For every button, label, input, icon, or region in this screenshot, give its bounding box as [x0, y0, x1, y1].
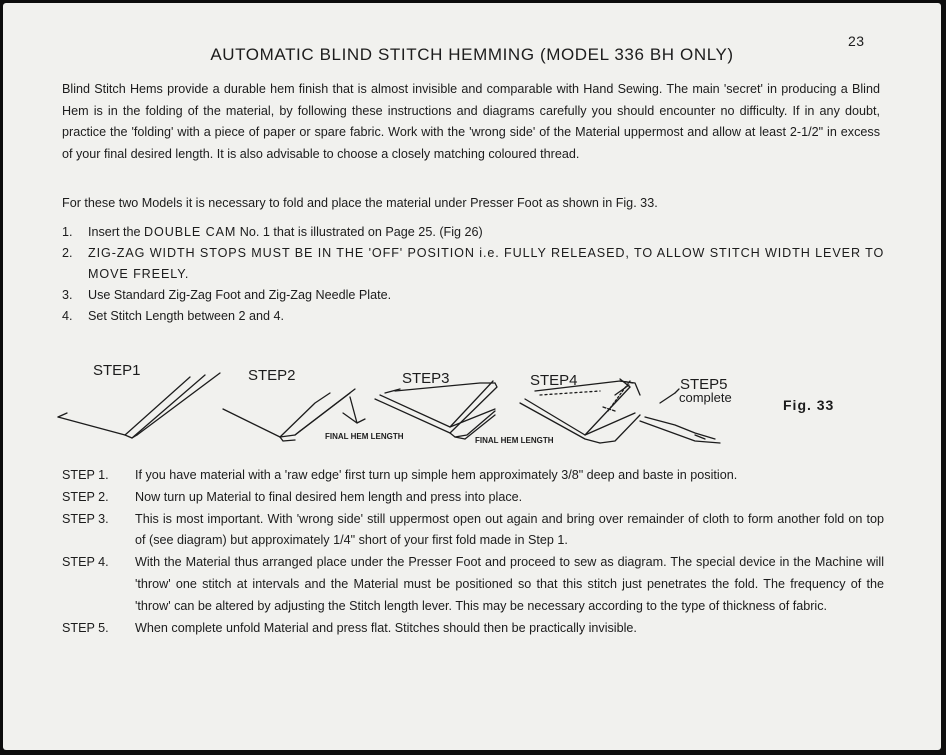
- instruction-number: 3.: [62, 288, 73, 302]
- instruction-caps: ZIG-ZAG WIDTH STOPS MUST BE IN THE 'OFF' POSITION i.e. FULLY RELEASED, TO ALLOW STITCH WIDTH LEVER TO MOVE FREELY.: [88, 246, 885, 281]
- step5-sub-label: complete: [679, 390, 732, 405]
- step-descriptions: [62, 465, 884, 639]
- step-label: STEP 1.: [62, 468, 109, 482]
- step-label: STEP 5.: [62, 620, 109, 635]
- instruction-number: 2.: [62, 246, 73, 260]
- step-description: [62, 552, 884, 617]
- step-text: When complete unfold Material and press flat. Stitches should then be practically invisible.: [135, 620, 637, 635]
- step3-label: STEP3: [402, 370, 450, 387]
- step-text: This is most important. With 'wrong side' still uppermost open out again and bring over remainder of cloth to form another fold on top of (see diagram) but approximately 1/4" short of your first fold made in Step 1.: [135, 511, 884, 548]
- step-label: STEP 4.: [62, 555, 109, 570]
- instruction-number: 4.: [62, 309, 73, 323]
- manual-page: [3, 3, 941, 750]
- instruction-item: [62, 306, 892, 327]
- instruction-item: [62, 243, 892, 285]
- instruction-number: 1.: [62, 225, 73, 239]
- step-description: [62, 618, 884, 640]
- step-description: [62, 465, 884, 487]
- step1-label: STEP1: [93, 362, 141, 379]
- step-label: STEP 3.: [62, 511, 109, 526]
- instruction-item: [62, 222, 892, 243]
- step-description: [62, 509, 884, 553]
- intro-paragraph: Blind Stitch Hems provide a durable hem finish that is almost invisible and comparable with Hand Sewing. The main 'secret' in producing a Blind Hem is in the folding of the material, by following these instructions and diagrams carefully you should encounter no difficulty. If in any doubt, practice the 'folding' with a piece of paper or spare fabric. Work with the 'wrong side' of the Material uppermost and allow at least 2-1/2" in excess of your final desired length. It is also advisable to choose a closely matching coloured thread.: [62, 82, 880, 161]
- step-label: STEP 2.: [62, 489, 109, 504]
- instruction-text: Set Stitch Length between 2 and 4.: [88, 309, 285, 323]
- instruction-item: [62, 285, 892, 306]
- page-number: 23: [848, 33, 865, 49]
- instruction-list: [62, 222, 892, 327]
- instruction-text: Use Standard Zig-Zag Foot and Zig-Zag Needle Plate.: [88, 288, 392, 302]
- step-text: With the Material thus arranged place under the Presser Foot and proceed to sew as diagram. The special device in the Machine will 'throw' one stitch at intervals and the Material must be positioned so that this stitch just penetrates the fold. The frequency of the 'throw' can be altered by adjusting the Stitch length lever. This may be necessary according to the type of thickness of fabric.: [135, 555, 884, 613]
- step-text: If you have material with a 'raw edge' first turn up simple hem approximately 3/8" deep and baste in position.: [135, 468, 738, 482]
- final-hem-length-label: FINAL HEM LENGTH: [325, 432, 404, 441]
- final-hem-length-label: FINAL HEM LENGTH: [475, 436, 554, 445]
- instruction-text-end: No. 1 that is illustrated on Page 25. (Fig 26): [236, 225, 483, 239]
- step5-label: STEP5: [680, 376, 728, 393]
- models-paragraph: For these two Models it is necessary to fold and place the material under Presser Foot as shown in Fig. 33.: [62, 196, 658, 210]
- step-description: [62, 487, 884, 509]
- step1-fold-drawing: [58, 373, 220, 438]
- fold-diagram: [55, 355, 875, 460]
- step3-fold-drawing: [375, 381, 497, 439]
- step2-label: STEP2: [248, 367, 296, 384]
- step-text: Now turn up Material to final desired hem length and press into place.: [135, 489, 523, 504]
- fold-diagram-svg: [55, 355, 875, 460]
- figure-label: Fig. 33: [783, 397, 835, 413]
- step4-label: STEP4: [530, 372, 578, 389]
- instruction-text: Insert the: [88, 225, 145, 239]
- page-title: AUTOMATIC BLIND STITCH HEMMING (MODEL 336 BH ONLY): [210, 45, 734, 64]
- instruction-caps: DOUBLE CAM: [144, 225, 237, 239]
